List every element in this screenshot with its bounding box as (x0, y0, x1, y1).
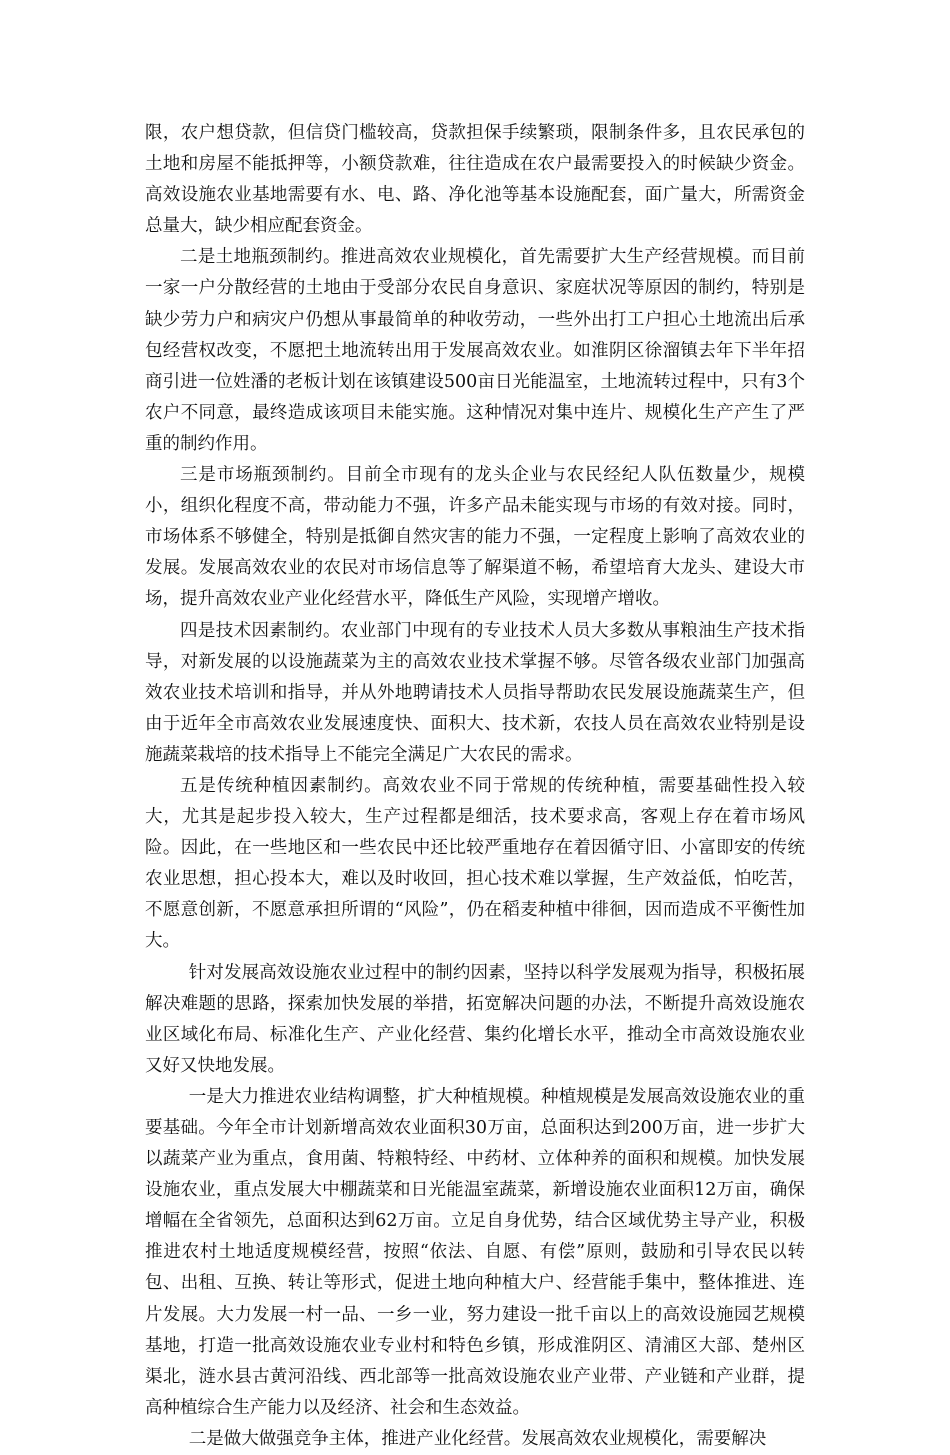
paragraph-market-constraint: 三是市场瓶颈制约。目前全市现有的龙头企业与农民经纪人队伍数量少，规模小，组织化程度不高，带动能力不强，许多产品未能实现与市场的有效对接。同时，市场体系不够健全，特别是抵御自然灾害的能力不强，一定程度上影响了高效农业的发展。发展高效农业的农民对市场信息等了解渠道不畅，希望培育大龙头、建设大市场，提升高效农业产业化经营水平，降低生产风险，实现增产增收。 (145, 465, 805, 610)
paragraph-funding-continued: 限，农户想贷款，但信贷门槛较高，贷款担保手续繁琐，限制条件多，且农民承包的土地和房屋不能抵押等，小额贷款难，往往造成在农户最需要投入的时候缺少资金。高效设施农业基地需要有水、电、路、净化池等基本设施配套，面广量大，所需资金总量大，缺少相应配套资金。 (145, 123, 805, 237)
document-body (145, 118, 805, 1455)
paragraph-land-constraint: 二是土地瓶颈制约。推进高效农业规模化，首先需要扩大生产经营规模。而目前一家一户分散经营的土地由于受部分农民自身意识、家庭状况等原因的制约，特别是缺少劳力户和病灾户仍想从事最简单的种收劳动，一些外出打工户担心土地流出后承包经营权改变，不愿把土地流转出用于发展高效农业。如淮阴区徐溜镇去年下半年招商引进一位姓潘的老板计划在该镇建设500亩日光能温室，土地流转过程中，只有3个农户不同意，最终造成该项目未能实施。这种情况对集中连片、规模化生产产生了严重的制约作用。 (145, 247, 805, 454)
paragraph-technology-constraint: 四是技术因素制约。农业部门中现有的专业技术人员大多数从事粮油生产技术指导，对新发展的以设施蔬菜为主的高效农业技术掌握不够。尽管各级农业部门加强高效农业技术培训和指导，并从外地聘请技术人员指导帮助农民发展设施蔬菜生产，但由于近年全市高效农业发展速度快、面积大、技术新，农技人员在高效农业特别是设施蔬菜栽培的技术指导上不能完全满足广大农民的需求。 (145, 620, 805, 765)
paragraph-industrialization: 二是做大做强竞争主体，推进产业化经营。发展高效农业规模化，需要解决 (188, 1428, 767, 1449)
paragraph-countermeasures-intro: 针对发展高效设施农业过程中的制约因素，坚持以科学发展观为指导，积极拓展解决难题的思路，探索加快发展的举措，拓宽解决问题的办法，不断提升高效设施农业区域化布局、标准化生产、产业化经营、集约化增长水平，推动全市高效设施农业又好又快地发展。 (145, 962, 805, 1076)
paragraph-structure-adjustment: 一是大力推进农业结构调整，扩大种植规模。种植规模是发展高效设施农业的重要基础。今年全市计划新增高效农业面积30万亩，总面积达到200万亩，进一步扩大以蔬菜产业为重点，食用菌、特粮特经、中药材、立体种养的面积和规模。加快发展设施农业，重点发展大中棚蔬菜和日光能温室蔬菜，新增设施农业面积12万亩，确保增幅在全省领先，总面积达到62万亩。立足自身优势，结合区域优势主导产业，积极推进农村土地适度规模经营，按照“依法、自愿、有偿”原则，鼓励和引导农民以转包、出租、互换、转让等形式，促进土地向种植大户、经营能手集中，整体推进、连片发展。大力发展一村一品、一乡一业，努力建设一批千亩以上的高效设施园艺规模基地，打造一批高效设施农业专业村和特色乡镇，形成淮阴区、清浦区大部、楚州区渠北，涟水县古黄河沿线、西北部等一批高效设施农业产业带、产业链和产业群，提高种植综合生产能力以及经济、社会和生态效益。 (145, 1086, 805, 1418)
paragraph-traditional-planting-constraint: 五是传统种植因素制约。高效农业不同于常规的传统种植，需要基础性投入较大，尤其是起步投入较大，生产过程都是细活，技术要求高，客观上存在着市场风险。因此，在一些地区和一些农民中还比较严重地存在着因循守旧、小富即安的传统农业思想，担心投本大，难以及时收回，担心技术难以掌握，生产效益低，怕吃苦，不愿意创新，不愿意承担所谓的“风险”，仍在稻麦种植中徘徊，因而造成不平衡性加大。 (145, 775, 805, 952)
